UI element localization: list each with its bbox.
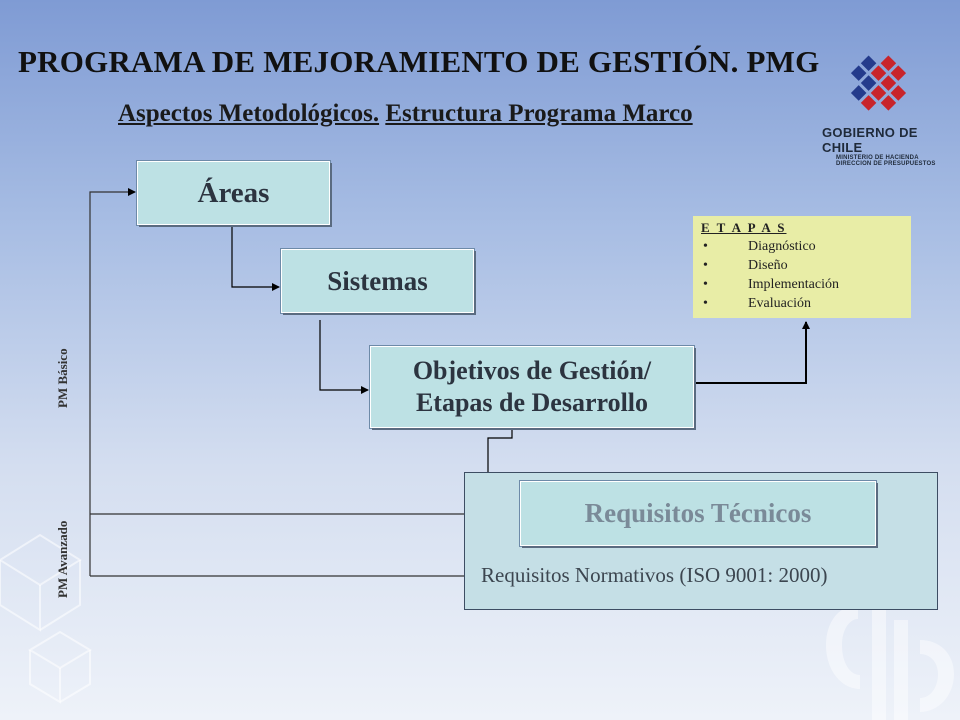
objetivos-line-1: Objetivos de Gestión/ xyxy=(412,356,652,385)
arrow-objetivos-to-etapas xyxy=(692,322,806,383)
requisitos-normativos-label: Requisitos Normativos (ISO 9001: 2000) xyxy=(481,563,828,587)
logo-line-ministerio: MINISTERIO DE HACIENDA xyxy=(836,155,919,161)
logo-text xyxy=(822,125,960,167)
etapa-item: • Evaluación xyxy=(693,294,839,313)
subtitle-part-2: Estructura Programa Marco xyxy=(385,100,693,127)
objetivos-line-2: Etapas de Desarrollo xyxy=(415,388,649,417)
areas-box: Áreas xyxy=(137,161,330,225)
etapa-item: • Diseño xyxy=(693,256,839,275)
arrow-sistemas-to-objetivos xyxy=(320,320,368,390)
subtitle-part-1: Aspectos Metodológicos. xyxy=(118,100,380,127)
pm-basico-label: PM Básico xyxy=(55,348,70,408)
pm-avanzado-label: PM Avanzado xyxy=(55,520,70,598)
etapa-item: • Implementación xyxy=(693,275,839,294)
arrow-areas-to-sistemas xyxy=(232,224,279,287)
objetivos-box xyxy=(370,346,694,428)
requisitos-tecnicos-box: Requisitos Técnicos xyxy=(520,481,876,546)
page-subtitle xyxy=(118,100,693,128)
etapa-item: • Diagnóstico xyxy=(693,237,839,256)
logo-line-gobierno: GOBIERNO DE CHILE xyxy=(822,125,918,155)
etapas-heading: E T A P A S xyxy=(701,220,787,235)
etapas-list xyxy=(693,237,839,313)
sistemas-box: Sistemas xyxy=(281,249,474,313)
logo-line-direccion: DIRECCION DE PRESUPUESTOS xyxy=(836,161,936,167)
gobierno-de-chile-logo-icon xyxy=(830,48,910,128)
etapas-note xyxy=(693,216,911,318)
arrow-feedback-to-areas xyxy=(90,192,135,576)
page-title: PROGRAMA DE MEJORAMIENTO DE GESTIÓN. PMG xyxy=(18,44,820,79)
